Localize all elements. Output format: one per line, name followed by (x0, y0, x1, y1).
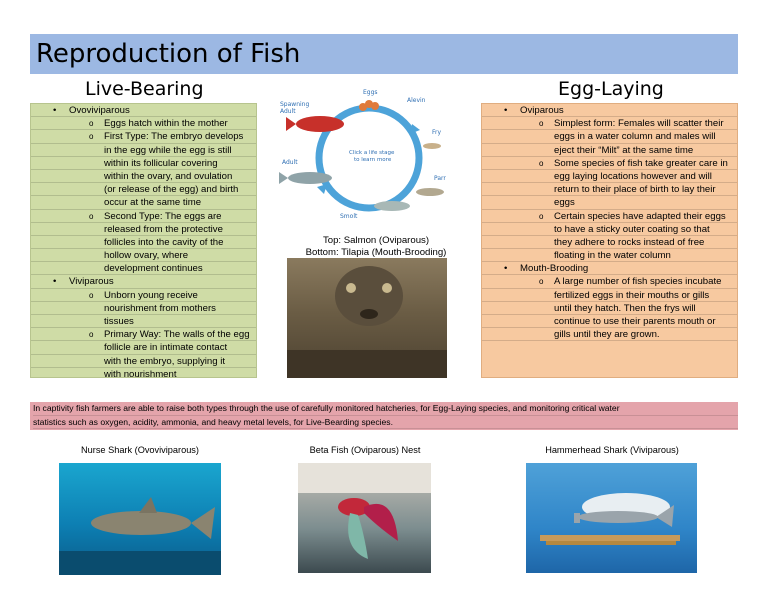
eggs-graphic (371, 102, 379, 110)
note-line: In captivity fish farmers are able to raise both types through the use of carefully monitored hatcheries, for Egg-Laying species, and monitoring critical water (33, 402, 738, 416)
bullet-continuation: hollow ovary, where (31, 249, 256, 262)
label-spawning[interactable]: Spawning (280, 101, 310, 108)
spawning-salmon-tail (286, 117, 296, 131)
bullet-continuation: occur at the same time (31, 196, 256, 209)
adult-salmon-tail (279, 172, 288, 184)
spawning-salmon (296, 116, 344, 132)
label-eggs[interactable]: Eggs (363, 89, 378, 96)
bullet-continuation: return to their place of birth to lay their (482, 183, 737, 196)
bullet-continuation: floating in the water column (482, 249, 737, 262)
tilapia-mouth (360, 309, 378, 319)
bullet-continuation: with nourishment (31, 368, 256, 378)
sub-bullet-item: o A large number of fish species incubate (482, 275, 737, 288)
caption-top: Top: Salmon (Oviparous) (322, 235, 430, 246)
bullet-continuation: within the ovary, and ovulation (31, 170, 256, 183)
bullet-continuation: nourishment from mothers (31, 302, 256, 315)
adult-salmon (288, 172, 332, 184)
bullet-continuation: tissues (31, 315, 256, 328)
hammerhead-shark-caption: Hammerhead Shark (Viviparous) (545, 445, 679, 455)
bubble-nest (298, 463, 431, 493)
bullet-continuation: in the egg while the egg is still (31, 144, 256, 157)
bullet-continuation: fertilized eggs in their mouths or gills (482, 289, 737, 302)
bullet-continuation: eggs in a water column and males will (482, 130, 737, 143)
sea-floor (59, 551, 221, 575)
hammerhead-shark-graphic (526, 463, 697, 573)
bullet-continuation: follicle are in intimate contact (31, 341, 256, 354)
bullet-continuation: with the embryo, supplying it (31, 355, 256, 368)
bullet-continuation: eject their “Milt” at the same time (482, 144, 737, 157)
sub-bullet-item: o First Type: The embryo develops (31, 130, 256, 143)
title-bar (30, 34, 738, 74)
bullet-continuation: development continues (31, 262, 256, 275)
tank-floor (287, 350, 447, 378)
tilapia-graphic (287, 258, 447, 378)
bullet-continuation: gills until they are grown. (482, 328, 737, 341)
label-smolt[interactable]: Smolt (340, 213, 358, 220)
smolt-fish (374, 201, 410, 211)
nurse-shark-photo (59, 463, 221, 575)
bullet-item: • Oviparous (482, 104, 737, 117)
sub-bullet-item: o Second Type: The eggs are (31, 210, 256, 223)
sub-bullet-item: o Certain species have adapted their eggs (482, 210, 737, 223)
beta-fish-tail (364, 504, 398, 541)
live-bearing-heading: Live-Bearing (85, 78, 204, 100)
bullet-continuation: to have a sticky outer coating so that (482, 223, 737, 236)
beta-fish-fin (348, 513, 368, 559)
cycle-arrow (317, 184, 327, 194)
tank-structure (540, 535, 680, 541)
center-caption (286, 235, 466, 259)
eggs-graphic (359, 103, 367, 111)
bullet-continuation: within its follicular covering (31, 157, 256, 170)
caption-bottom: Bottom: Tilapia (Mouth-Brooding) (305, 247, 447, 258)
tilapia-eye (382, 283, 392, 293)
sub-bullet-item: o Primary Way: The walls of the egg (31, 328, 256, 341)
label-parr[interactable]: Parr (434, 175, 446, 182)
bullet-continuation: released from the protective (31, 223, 256, 236)
hammerhead-head (574, 513, 580, 523)
bullet-continuation: until they hatch. Then the frys will (482, 302, 737, 315)
sub-bullet-item: o Some species of fish take greater care in (482, 157, 737, 170)
beta-fish-photo (298, 463, 431, 573)
sub-bullet-item: o Eggs hatch within the mother (31, 117, 256, 130)
captivity-note (30, 402, 738, 430)
nurse-shark-graphic (59, 463, 221, 575)
label-alevin[interactable]: Alevin (407, 97, 426, 104)
bullet-item: • Viviparous (31, 275, 256, 288)
bullet-continuation: (or release of the egg) and birth (31, 183, 256, 196)
bullet-continuation: they adhere to rocks instead of free (482, 236, 737, 249)
bullet-continuation: continue to use their parents mouth or (482, 315, 737, 328)
bullet-continuation: eggs (482, 196, 737, 209)
center-hint-line1: Click a life stage (349, 150, 395, 156)
egg-laying-heading: Egg-Laying (558, 78, 664, 100)
note-line: statistics such as oxygen, acidity, ammonia, and heavy metal levels, for Live-Bearding species. (33, 416, 738, 430)
salmon-life-cycle-diagram (272, 84, 466, 232)
tilapia-photo (287, 258, 447, 378)
live-bearing-panel (30, 103, 257, 378)
hammerhead-shark-photo (526, 463, 697, 573)
label-fry[interactable]: Fry (432, 129, 442, 136)
bullet-continuation: egg laying locations however and will (482, 170, 737, 183)
salmon-cycle-graphic (272, 84, 466, 232)
beta-fish-caption: Beta Fish (Oviparous) Nest (309, 445, 421, 455)
hammerhead-body (578, 511, 658, 523)
beta-fish-graphic (298, 463, 431, 573)
label-spawning-adult[interactable]: Adult (280, 108, 296, 115)
bullet-item: • Ovoviviparous (31, 104, 256, 117)
sub-bullet-item: o Unborn young receive (31, 289, 256, 302)
tank-structure (546, 541, 676, 545)
nurse-shark-body (91, 511, 191, 535)
page-title: Reproduction of Fish (36, 39, 301, 69)
label-adult[interactable]: Adult (282, 159, 298, 166)
bullet-continuation: follicles into the cavity of the (31, 236, 256, 249)
egg-laying-panel (481, 103, 738, 378)
nurse-shark-fin (139, 497, 157, 513)
fry-fish (423, 143, 441, 149)
bullet-item: • Mouth-Brooding (482, 262, 737, 275)
center-hint-line2: to learn more (354, 157, 392, 163)
sub-bullet-item: o Simplest form: Females will scatter their (482, 117, 737, 130)
tilapia-eye (346, 283, 356, 293)
parr-fish (416, 188, 444, 196)
nurse-shark-caption: Nurse Shark (Ovoviviparous) (81, 445, 199, 455)
nurse-shark-tail (191, 507, 215, 539)
